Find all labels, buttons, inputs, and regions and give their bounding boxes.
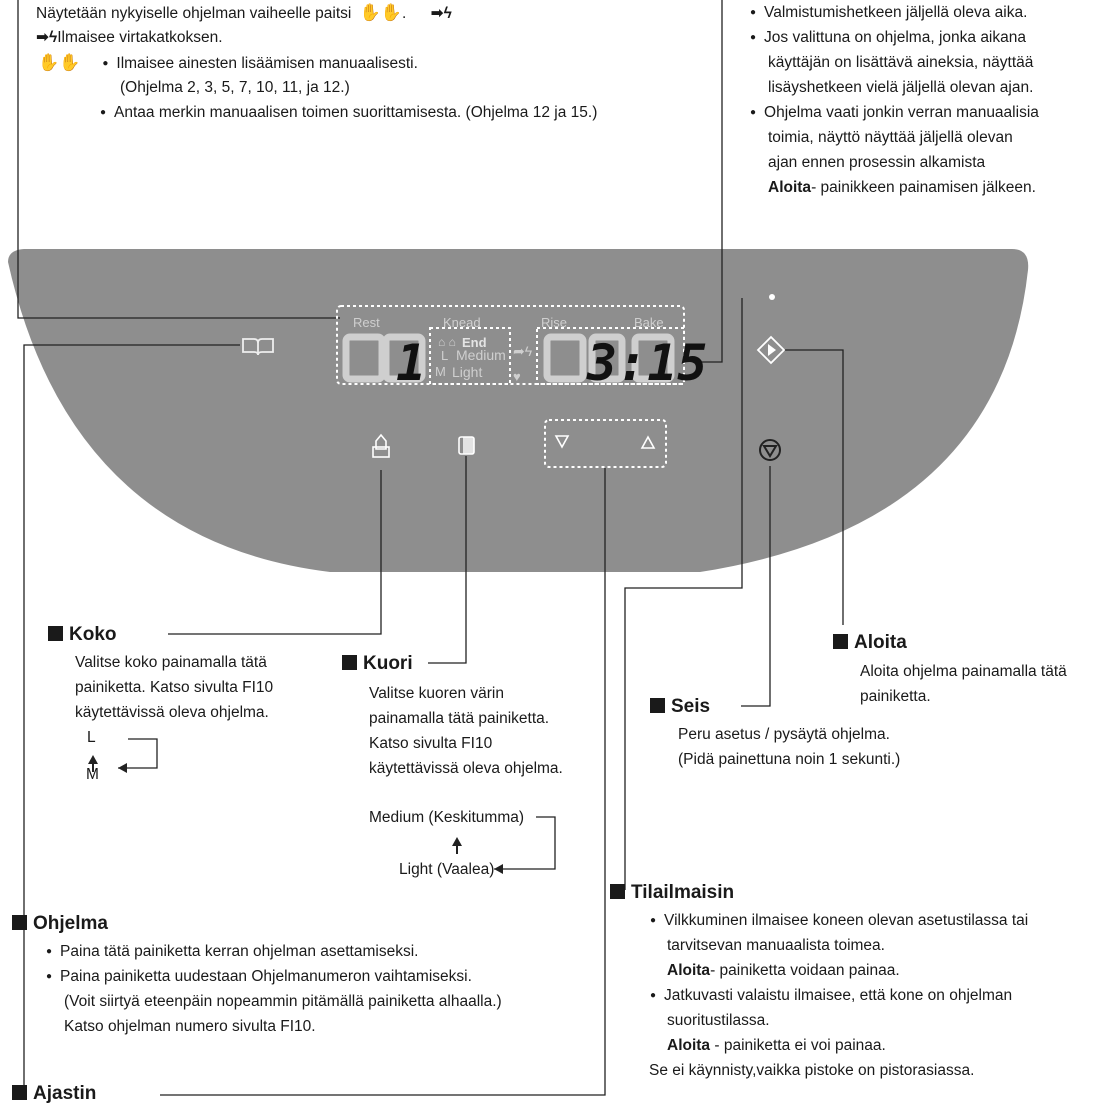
hands-note: ✋✋● Ilmaisee ainesten lisäämisen manuaalisesti. (38, 50, 418, 76)
koko-cycle-m: M (86, 766, 99, 783)
hands-icon: ✋✋ (359, 3, 402, 22)
seis-heading: Seis (650, 695, 710, 719)
lcd-time: 3:15 (587, 334, 708, 392)
time-note-2: ● Jos valittuna on ohjelma, jonka aikana (750, 25, 1026, 50)
lcd-label-rest: Rest (353, 315, 380, 330)
svg-text:⌂ ⌂: ⌂ ⌂ (438, 335, 456, 349)
ohjelma-text-2c: Katso ohjelman numero sivulta FI10. (64, 1018, 316, 1035)
timer-up-button[interactable] (634, 424, 664, 462)
stop-button[interactable] (756, 436, 784, 464)
power-cut-icon: ➡ϟ (430, 5, 452, 22)
lcd-power-cut-icon: ➦ϟ (513, 343, 533, 359)
kuori-text-3: Katso sivulta FI10 (369, 735, 493, 752)
time-note-3: ● Ohjelma vaati jonkin verran manuaalisia (750, 100, 1039, 125)
kuori-cycle-light: Light (Vaalea) (399, 861, 495, 878)
top-left-line2: ➡ϟIlmaisee virtakatkoksen. (36, 29, 223, 46)
status-led (769, 294, 775, 300)
time-note-2b: käyttäjän on lisättävä aineksia, näyttää (768, 54, 1034, 71)
time-note-3c: ajan ennen prosessin alkamista (768, 154, 986, 171)
kuori-heading: Kuori (342, 652, 413, 676)
koko-text-2: painiketta. Katso sivulta FI10 (75, 679, 274, 696)
seis-text-1: Peru asetus / pysäytä ohjelma. (678, 726, 890, 743)
top-left-line1: Näytetään nykyiselle ohjelman vaiheelle paitsi ✋✋. ➡ϟ (36, 3, 452, 22)
ohjelma-text-2: ● Paina painiketta uudestaan Ohjelmanumeron vaihtamiseksi. (46, 964, 472, 989)
aloita-text-1: Aloita ohjelma painamalla tätä (860, 663, 1067, 680)
koko-heading: Koko (48, 623, 117, 647)
tila-text-2: ● Jatkuvasti valaistu ilmaisee, että kone on ohjelman (650, 983, 1012, 1008)
time-note-3b: toimia, näyttö näyttää jäljellä olevan (768, 129, 1013, 146)
kuori-text-1: Valitse kuoren värin (369, 685, 504, 702)
hands-note-programs: (Ohjelma 2, 3, 5, 7, 10, 11, ja 12.) (120, 79, 350, 96)
lcd-label-rise: Rise (541, 315, 568, 330)
aloita-heading: Aloita (833, 631, 907, 655)
koko-text-1: Valitse koko painamalla tätä (75, 654, 267, 671)
lcd-label-knead: Knead (443, 315, 481, 330)
time-note-2c: lisäyshetkeen vielä jäljellä olevan ajan. (768, 79, 1034, 96)
lcd-hands-icon: ♥ (513, 369, 521, 384)
ohjelma-text-2b: (Voit siirtyä eteenpäin nopeammin pitämällä painiketta alhaalla.) (64, 993, 502, 1010)
tila-text-1c: Aloita- painiketta voidaan painaa. (667, 962, 900, 979)
tilailmaisin-heading: Tilailmaisin (610, 881, 734, 905)
kuori-cycle-medium: Medium (Keskitumma) (369, 809, 525, 826)
aloita-text-2: painiketta. (860, 688, 931, 705)
crust-button[interactable] (454, 432, 480, 460)
tila-text-1b: tarvitsevan manuaalista toimea. (667, 937, 885, 954)
size-button[interactable] (368, 430, 394, 462)
program-button[interactable] (238, 333, 278, 359)
koko-text-3: käytettävissä oleva ohjelma. (75, 704, 269, 721)
hands-icon: ✋✋ (38, 53, 81, 72)
power-cut-icon: ➡ϟ (36, 29, 58, 46)
tila-text-2b: suoritustilassa. (667, 1012, 770, 1029)
lcd-program-number: 1 (396, 334, 427, 392)
kuori-text-2: painamalla tätä painiketta. (369, 710, 550, 727)
lcd-size-m: M (435, 364, 446, 379)
lcd-label-bake: Bake (634, 315, 664, 330)
tila-text-1: ● Vilkkuminen ilmaisee koneen olevan asetustilassa tai (650, 908, 1028, 933)
lcd-crust-light: Light (452, 364, 483, 380)
timer-down-button[interactable] (548, 424, 578, 462)
ajastin-heading: Ajastin (12, 1082, 96, 1106)
lcd-end: End (462, 335, 487, 350)
lcd-crust-medium: Medium (456, 347, 506, 363)
ohjelma-heading: Ohjelma (12, 912, 108, 936)
koko-cycle-l: L (87, 729, 96, 746)
time-note-1: ● Valmistumishetkeen jäljellä oleva aika. (750, 0, 1027, 25)
lcd-size-l: L (441, 348, 449, 363)
tila-text-2c: Aloita - painiketta ei voi painaa. (667, 1037, 886, 1054)
hands-note-2: ● Antaa merkin manuaalisen toimen suorittamisesta. (Ohjelma 12 ja 15.) (100, 100, 597, 125)
start-button[interactable] (754, 334, 788, 366)
tila-note: Se ei käynnisty,vaikka pistoke on pistorasiassa. (649, 1062, 975, 1079)
seis-text-2: (Pidä painettuna noin 1 sekunti.) (678, 751, 901, 768)
time-note-3d: Aloita- painikkeen painamisen jälkeen. (768, 179, 1036, 196)
kuori-text-4: käytettävissä oleva ohjelma. (369, 760, 563, 777)
ohjelma-text-1: ● Paina tätä painiketta kerran ohjelman asettamiseksi. (46, 939, 418, 964)
